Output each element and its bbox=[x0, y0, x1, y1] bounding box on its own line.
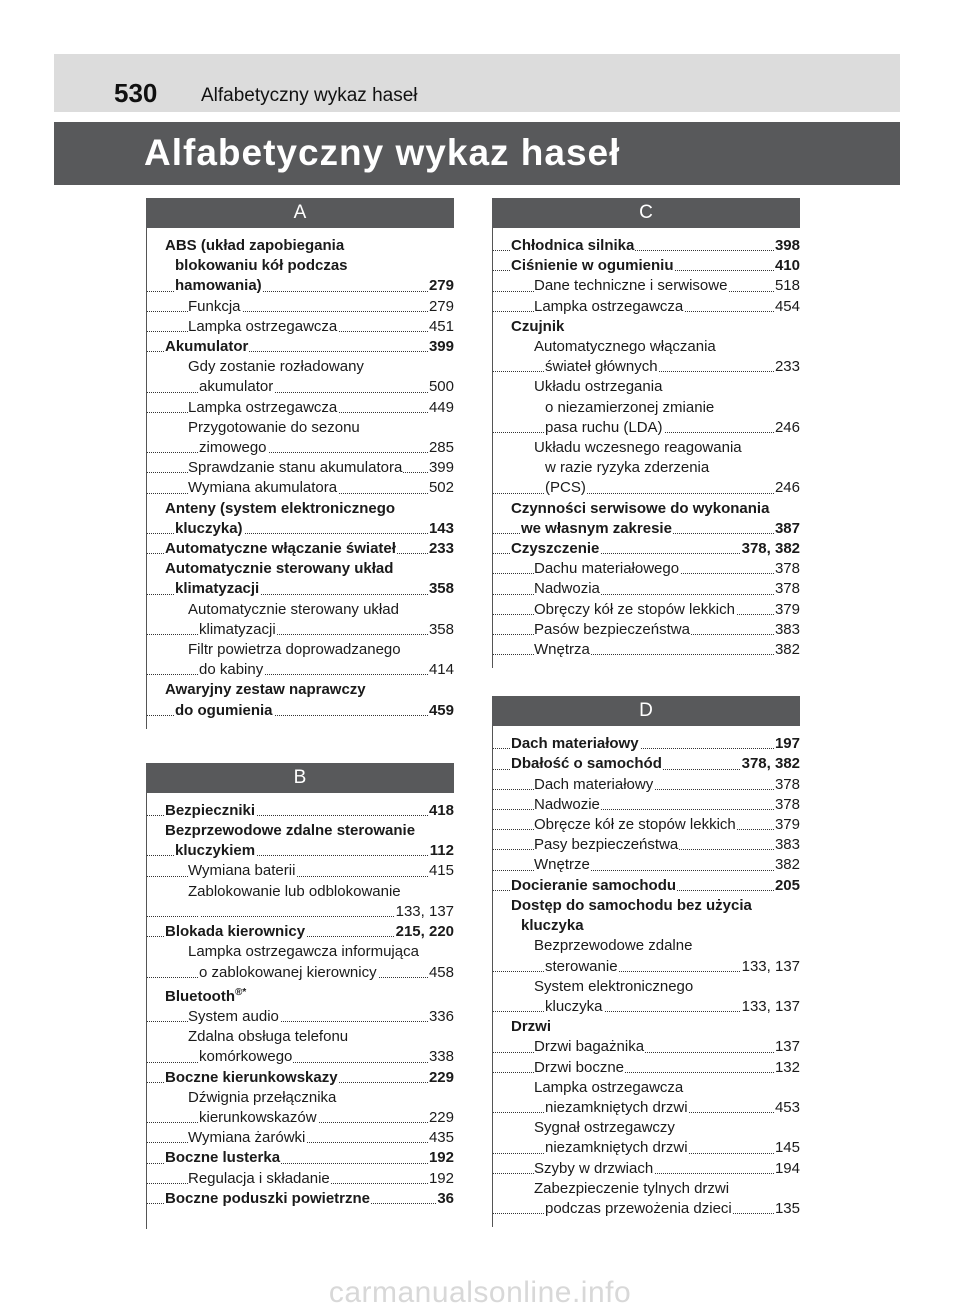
entry-text: Regulacja i składanie bbox=[188, 1169, 330, 1187]
index-entry bbox=[147, 377, 454, 397]
entry-text: klimatyzacji bbox=[175, 580, 260, 598]
entry-page: 458 bbox=[428, 963, 454, 983]
entry-page: 285 bbox=[428, 438, 454, 458]
index-entry bbox=[493, 775, 800, 795]
entry-page: 132 bbox=[774, 1058, 800, 1078]
entry-page: 378 bbox=[774, 795, 800, 815]
entry-page: 358 bbox=[428, 620, 454, 640]
index-entry bbox=[147, 841, 454, 861]
entry-text: podczas przewożenia dzieci bbox=[545, 1199, 732, 1217]
dot-leader bbox=[147, 674, 454, 675]
entry-text: Automatyczne włączanie świateł bbox=[165, 540, 396, 558]
entry-page: 383 bbox=[774, 620, 800, 640]
entry-text: niezamkniętych drzwi bbox=[545, 1139, 688, 1157]
index-entry bbox=[493, 438, 800, 458]
index-entry bbox=[147, 357, 454, 377]
entry-page: 502 bbox=[428, 478, 454, 498]
section-header-b: B bbox=[146, 763, 454, 793]
entry-text: o niezamierzonej zmianie bbox=[545, 398, 715, 416]
entry-text: Nadwozie bbox=[534, 795, 600, 813]
entry-text: blokowaniu kół podczas bbox=[175, 257, 348, 275]
entry-page: 410 bbox=[774, 256, 800, 276]
index-entry bbox=[147, 418, 454, 438]
index-entry bbox=[147, 276, 454, 296]
index-entry bbox=[493, 1017, 800, 1037]
entry-text: Boczne poduszki powietrzne bbox=[165, 1189, 371, 1207]
entry-text: System elektronicznego bbox=[534, 977, 694, 995]
entry-text: Szyby w drzwiach bbox=[534, 1159, 654, 1177]
entry-text: Sprawdzanie stanu akumulatora bbox=[188, 459, 403, 477]
entry-text: Lampka ostrzegawcza bbox=[188, 398, 338, 416]
index-entry bbox=[147, 1027, 454, 1047]
entry-text: Drzwi boczne bbox=[534, 1058, 625, 1076]
entry-text: Zabezpieczenie tylnych drzwi bbox=[534, 1179, 730, 1197]
page-title: Alfabetyczny wykaz haseł bbox=[144, 132, 621, 173]
entry-page: 383 bbox=[774, 835, 800, 855]
entry-text: System audio bbox=[188, 1007, 279, 1025]
entry-text: Bluetooth®* bbox=[165, 986, 247, 1005]
index-entry bbox=[147, 1189, 454, 1209]
index-entry bbox=[493, 458, 800, 478]
entry-text: Pasy bezpieczeństwa bbox=[534, 836, 679, 854]
index-entry bbox=[147, 902, 454, 922]
index-entry bbox=[493, 957, 800, 977]
index-entry bbox=[493, 519, 800, 539]
entry-page: 459 bbox=[428, 701, 454, 721]
index-entry bbox=[493, 1159, 800, 1179]
index-entry bbox=[147, 236, 454, 256]
left-column bbox=[146, 198, 454, 1229]
index-entry bbox=[147, 1108, 454, 1128]
entry-text: Lampka ostrzegawcza bbox=[188, 317, 338, 335]
entry-page: 145 bbox=[774, 1138, 800, 1158]
entry-page: 133, 137 bbox=[741, 957, 800, 977]
index-entry bbox=[493, 754, 800, 774]
index-entry bbox=[493, 1199, 800, 1219]
entry-page: 398 bbox=[774, 236, 800, 256]
index-entry bbox=[147, 317, 454, 337]
index-entry bbox=[147, 821, 454, 841]
entry-page: 246 bbox=[774, 478, 800, 498]
index-entry bbox=[493, 835, 800, 855]
entry-text bbox=[199, 903, 200, 920]
index-entry bbox=[147, 398, 454, 418]
entry-text: Dach materiałowy bbox=[511, 735, 639, 753]
entry-text: hamowania) bbox=[175, 277, 262, 295]
entry-text: Bezprzewodowe zdalne sterowanie bbox=[165, 822, 416, 840]
right-column bbox=[492, 198, 800, 1227]
index-entry bbox=[493, 357, 800, 377]
entry-text: pasa ruchu (LDA) bbox=[545, 418, 663, 436]
index-entry bbox=[493, 936, 800, 956]
index-entry bbox=[147, 942, 454, 962]
entry-text: świateł głównych bbox=[545, 358, 658, 376]
index-entry bbox=[493, 620, 800, 640]
index-entry bbox=[147, 1088, 454, 1108]
entry-page: 279 bbox=[428, 297, 454, 317]
entry-text: Czynności serwisowe do wykonania bbox=[511, 499, 770, 517]
entry-page: 378, 382 bbox=[741, 539, 800, 559]
entry-text: Boczne lusterka bbox=[165, 1149, 281, 1167]
entry-text: zimowego bbox=[199, 439, 267, 457]
entry-page: 399 bbox=[428, 337, 454, 357]
index-entry bbox=[493, 559, 800, 579]
entry-text: Blokada kierownicy bbox=[165, 923, 306, 941]
section-header-d: D bbox=[492, 696, 800, 726]
dot-leader bbox=[147, 452, 454, 453]
entry-page: 137 bbox=[774, 1037, 800, 1057]
entry-text: Chłodnica silnika bbox=[511, 237, 635, 254]
entry-text: kluczyka bbox=[545, 997, 603, 1015]
entry-page: 378 bbox=[774, 559, 800, 579]
header-band bbox=[54, 54, 900, 112]
index-entry bbox=[147, 600, 454, 620]
entry-text: kierunkowskazów bbox=[199, 1108, 317, 1126]
entry-text: Automatycznie sterowany układ bbox=[165, 560, 394, 578]
entry-page: 192 bbox=[428, 1169, 454, 1189]
entry-page: 358 bbox=[428, 579, 454, 599]
entry-text: Ciśnienie w ogumieniu bbox=[511, 257, 674, 275]
index-entry bbox=[493, 297, 800, 317]
entry-page: 143 bbox=[428, 519, 454, 539]
entry-page: 435 bbox=[428, 1128, 454, 1148]
entry-page: 379 bbox=[774, 600, 800, 620]
index-entry bbox=[493, 478, 800, 498]
entry-text: klimatyzacji bbox=[199, 620, 276, 638]
entry-text: Automatycznego włączania bbox=[534, 338, 716, 356]
entry-page: 518 bbox=[774, 276, 800, 296]
entry-page: 382 bbox=[774, 640, 800, 660]
entry-page: 233 bbox=[774, 357, 800, 377]
index-entry bbox=[147, 337, 454, 357]
entry-text: Automatycznie sterowany układ bbox=[188, 600, 399, 618]
index-entry bbox=[493, 795, 800, 815]
entry-page: 451 bbox=[428, 317, 454, 337]
entry-text: Sygnał ostrzegawczy bbox=[534, 1119, 675, 1137]
entry-text: Wnętrza bbox=[534, 641, 590, 659]
index-entry bbox=[493, 876, 800, 896]
index-entry bbox=[147, 701, 454, 721]
entry-text: w razie ryzyka zderzenia bbox=[545, 459, 710, 477]
entry-text: Drzwi bbox=[511, 1018, 552, 1036]
index-entry bbox=[493, 916, 800, 936]
entry-text: Układu ostrzegania bbox=[534, 378, 663, 396]
entry-text: Zablokowanie lub odblokowanie bbox=[188, 882, 401, 900]
index-entry bbox=[493, 418, 800, 438]
index-entry bbox=[493, 1118, 800, 1138]
index-entry bbox=[493, 1078, 800, 1098]
entry-text: Docieranie samochodu bbox=[511, 876, 677, 894]
index-entry bbox=[493, 600, 800, 620]
entry-text: Wnętrze bbox=[534, 856, 590, 874]
entry-page: 453 bbox=[774, 1098, 800, 1118]
entry-text: kluczyka bbox=[521, 917, 584, 935]
entry-page: 133, 137 bbox=[741, 997, 800, 1017]
entry-page: 414 bbox=[428, 660, 454, 680]
index-entry bbox=[147, 1169, 454, 1189]
entry-page: 246 bbox=[774, 418, 800, 438]
entry-page: 194 bbox=[774, 1159, 800, 1179]
entry-text: Obręczy kół ze stopów lekkich bbox=[534, 600, 735, 618]
index-entry bbox=[493, 317, 800, 337]
index-entry bbox=[147, 579, 454, 599]
entry-page: 378, 382 bbox=[741, 754, 800, 774]
section-header-c: C bbox=[492, 198, 800, 228]
entry-page: 192 bbox=[428, 1148, 454, 1168]
entry-text: akumulator bbox=[199, 378, 274, 396]
index-entry bbox=[493, 896, 800, 916]
entry-text: do ogumienia bbox=[175, 701, 273, 719]
entry-text: Gdy zostanie rozładowany bbox=[188, 358, 364, 376]
entry-text: Układu wczesnego reagowania bbox=[534, 439, 742, 457]
entry-page: 378 bbox=[774, 775, 800, 795]
index-entry bbox=[147, 861, 454, 881]
entry-page: 387 bbox=[774, 519, 800, 539]
index-entry bbox=[147, 559, 454, 579]
entry-page: 197 bbox=[774, 734, 800, 754]
entry-text: Bezpieczniki bbox=[165, 801, 256, 819]
index-entry bbox=[147, 478, 454, 498]
entry-text: we własnym zakresie bbox=[521, 519, 672, 537]
entry-page: 229 bbox=[428, 1068, 454, 1088]
entry-page: 233 bbox=[428, 539, 454, 559]
dot-leader bbox=[147, 392, 454, 393]
index-entry bbox=[493, 579, 800, 599]
running-title: Alfabetyczny wykaz haseł bbox=[201, 85, 418, 106]
entry-text: Przygotowanie do sezonu bbox=[188, 418, 360, 436]
index-entry bbox=[493, 1179, 800, 1199]
entry-text: Dostęp do samochodu bez użycia bbox=[511, 896, 752, 914]
index-entry bbox=[147, 640, 454, 660]
entry-page: 279 bbox=[428, 276, 454, 296]
index-entry bbox=[147, 256, 454, 276]
entry-page: 399 bbox=[428, 458, 454, 478]
index-entry bbox=[147, 801, 454, 821]
index-entry bbox=[493, 539, 800, 559]
entry-page: 378 bbox=[774, 579, 800, 599]
entry-text: Wymiana baterii bbox=[188, 862, 296, 880]
entry-text: Obręcze kół ze stopów lekkich bbox=[534, 816, 736, 834]
index-entry bbox=[147, 1047, 454, 1067]
index-entry bbox=[147, 882, 454, 902]
index-entry bbox=[493, 398, 800, 418]
index-entry bbox=[493, 276, 800, 296]
index-entry bbox=[147, 539, 454, 559]
index-entry bbox=[493, 377, 800, 397]
index-entry bbox=[493, 815, 800, 835]
entry-page: 215, 220 bbox=[395, 922, 454, 942]
section-d-entries bbox=[492, 726, 800, 1227]
index-entry bbox=[147, 620, 454, 640]
index-entry bbox=[493, 256, 800, 276]
entry-text: niezamkniętych drzwi bbox=[545, 1098, 688, 1116]
dot-leader bbox=[147, 1062, 454, 1063]
index-entry bbox=[493, 236, 800, 256]
section-a-entries bbox=[146, 228, 454, 729]
entry-page: 382 bbox=[774, 855, 800, 875]
entry-text: (PCS) bbox=[545, 479, 586, 497]
entry-text: Lampka ostrzegawcza bbox=[534, 297, 684, 315]
entry-text: komórkowego bbox=[199, 1048, 293, 1066]
entry-text: Wymiana żarówki bbox=[188, 1129, 306, 1147]
entry-page: 36 bbox=[436, 1189, 454, 1209]
index-entry bbox=[147, 1007, 454, 1027]
index-entry bbox=[147, 499, 454, 519]
entry-text: Zdalna obsługa telefonu bbox=[188, 1028, 349, 1046]
entry-page: 454 bbox=[774, 297, 800, 317]
index-entry bbox=[147, 1148, 454, 1168]
entry-page: 449 bbox=[428, 398, 454, 418]
entry-text: Dachu materiałowego bbox=[534, 560, 680, 578]
entry-text: ABS (układ zapobiegania bbox=[165, 237, 345, 254]
entry-page: 338 bbox=[428, 1047, 454, 1067]
index-entry bbox=[147, 660, 454, 680]
section-c-entries bbox=[492, 228, 800, 668]
entry-page: 418 bbox=[428, 801, 454, 821]
entry-text: Czyszczenie bbox=[511, 540, 600, 558]
entry-text: Lampka ostrzegawcza bbox=[534, 1078, 684, 1096]
index-entry bbox=[147, 297, 454, 317]
index-entry bbox=[147, 680, 454, 700]
entry-page: 500 bbox=[428, 377, 454, 397]
page-number: 530 bbox=[114, 78, 158, 108]
entry-text: Funkcja bbox=[188, 297, 241, 315]
entry-page: 205 bbox=[774, 876, 800, 896]
entry-page: 135 bbox=[774, 1199, 800, 1219]
entry-page: 379 bbox=[774, 815, 800, 835]
entry-page: 112 bbox=[429, 841, 454, 861]
entry-text: kluczyka) bbox=[175, 519, 243, 537]
entry-text: kluczykiem bbox=[175, 842, 256, 860]
entry-text: Dane techniczne i serwisowe bbox=[534, 277, 728, 295]
entry-text: o zablokowanej kierownicy bbox=[199, 963, 377, 981]
entry-text: Bezprzewodowe zdalne bbox=[534, 937, 693, 955]
entry-page: 336 bbox=[428, 1007, 454, 1027]
section-header-a: A bbox=[146, 198, 454, 228]
entry-text: Dbałość o samochód bbox=[511, 755, 662, 773]
index-entry bbox=[493, 734, 800, 754]
entry-page: 133, 137 bbox=[395, 902, 454, 922]
entry-text: Awaryjny zestaw naprawczy bbox=[165, 681, 366, 699]
entry-page: 229 bbox=[428, 1108, 454, 1128]
entry-text: Pasów bezpieczeństwa bbox=[534, 620, 690, 638]
entry-text: Wymiana akumulatora bbox=[188, 479, 338, 497]
index-entry bbox=[147, 983, 454, 1007]
entry-text: Dźwignia przełącznika bbox=[188, 1088, 337, 1106]
entry-text: Dach materiałowy bbox=[534, 775, 654, 793]
index-entry bbox=[493, 499, 800, 519]
index-entry bbox=[493, 855, 800, 875]
watermark: carmanualsonline.info bbox=[328, 1276, 632, 1309]
index-entry bbox=[493, 1138, 800, 1158]
index-entry bbox=[147, 438, 454, 458]
dot-leader bbox=[147, 634, 454, 635]
index-entry bbox=[147, 963, 454, 983]
entry-text: Akumulator bbox=[165, 338, 249, 356]
index-entry bbox=[493, 1058, 800, 1078]
entry-text: Filtr powietrza doprowadzanego bbox=[188, 641, 401, 659]
index-entry bbox=[147, 1068, 454, 1088]
index-entry bbox=[493, 337, 800, 357]
entry-text: do kabiny bbox=[199, 661, 264, 679]
entry-text: Lampka ostrzegawcza informująca bbox=[188, 943, 419, 961]
entry-text: sterowanie bbox=[545, 957, 618, 975]
index-entry bbox=[493, 997, 800, 1017]
entry-text: Drzwi bagażnika bbox=[534, 1038, 645, 1056]
index-entry bbox=[147, 458, 454, 478]
index-entry bbox=[147, 1128, 454, 1148]
index-entry bbox=[493, 977, 800, 997]
index-entry bbox=[147, 519, 454, 539]
entry-text: Nadwozia bbox=[534, 580, 600, 598]
entry-text: Anteny (system elektronicznego bbox=[165, 499, 396, 517]
index-entry bbox=[493, 1037, 800, 1057]
index-entry bbox=[493, 640, 800, 660]
index-entry bbox=[493, 1098, 800, 1118]
entry-text: Boczne kierunkowskazy bbox=[165, 1068, 338, 1086]
dot-leader bbox=[493, 493, 800, 494]
index-entry bbox=[147, 922, 454, 942]
entry-page: 415 bbox=[428, 861, 454, 881]
entry-text: Czujnik bbox=[511, 317, 565, 335]
section-b-entries bbox=[146, 793, 454, 1229]
